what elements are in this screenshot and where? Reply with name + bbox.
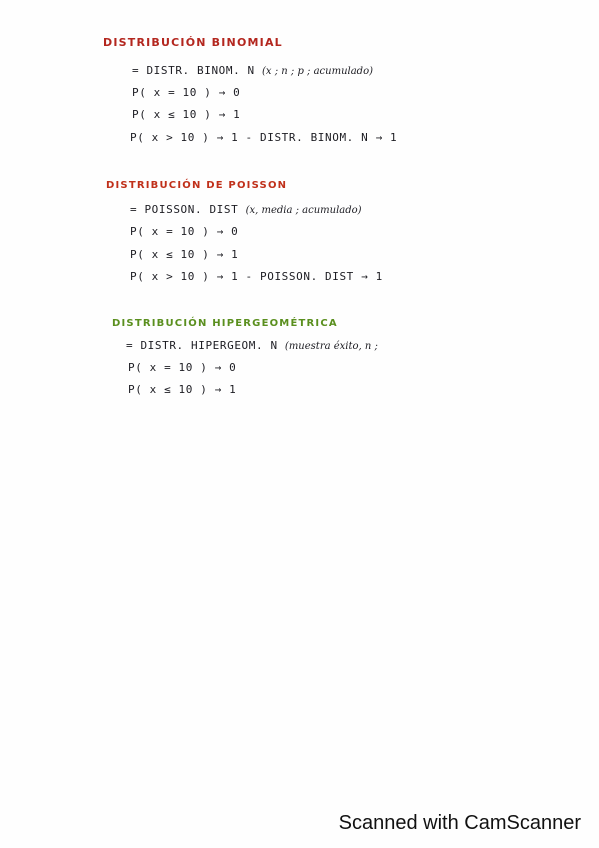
formula-line [126, 339, 378, 352]
formula-args: (x ; n ; p ; acumulado) [262, 66, 374, 77]
probability-line: P( x = 10 ) → 0 [128, 361, 237, 374]
section-heading: DISTRIBUCIÓN HIPERGEOMÉTRICA [112, 318, 338, 329]
formula-args: (muestra éxito, n ; [284, 341, 378, 352]
probability-line: P( x ≤ 10 ) → 1 [128, 383, 237, 396]
probability-line: P( x = 10 ) → 0 [132, 86, 241, 99]
formula-args: (x, media ; acumulado) [245, 205, 362, 216]
probability-line: P( x > 10 ) → 1 - DISTR. BINOM. N → 1 [130, 131, 398, 144]
formula-prefix: = DISTR. BINOM. N [132, 64, 255, 77]
formula-line [132, 64, 373, 77]
section-heading: DISTRIBUCIÓN DE POISSON [106, 180, 288, 191]
formula-prefix: = DISTR. HIPERGEOM. N [126, 339, 278, 352]
camscanner-watermark: Scanned with CamScanner [338, 812, 581, 834]
probability-line: P( x ≤ 10 ) → 1 [132, 108, 241, 121]
formula-prefix: = POISSON. DIST [130, 203, 239, 216]
probability-line: P( x ≤ 10 ) → 1 [130, 248, 239, 261]
probability-line: P( x = 10 ) → 0 [130, 225, 239, 238]
formula-line [130, 203, 362, 216]
probability-line: P( x > 10 ) → 1 - POISSON. DIST → 1 [130, 270, 383, 283]
section-heading: DISTRIBUCIÓN BINOMIAL [103, 36, 283, 49]
